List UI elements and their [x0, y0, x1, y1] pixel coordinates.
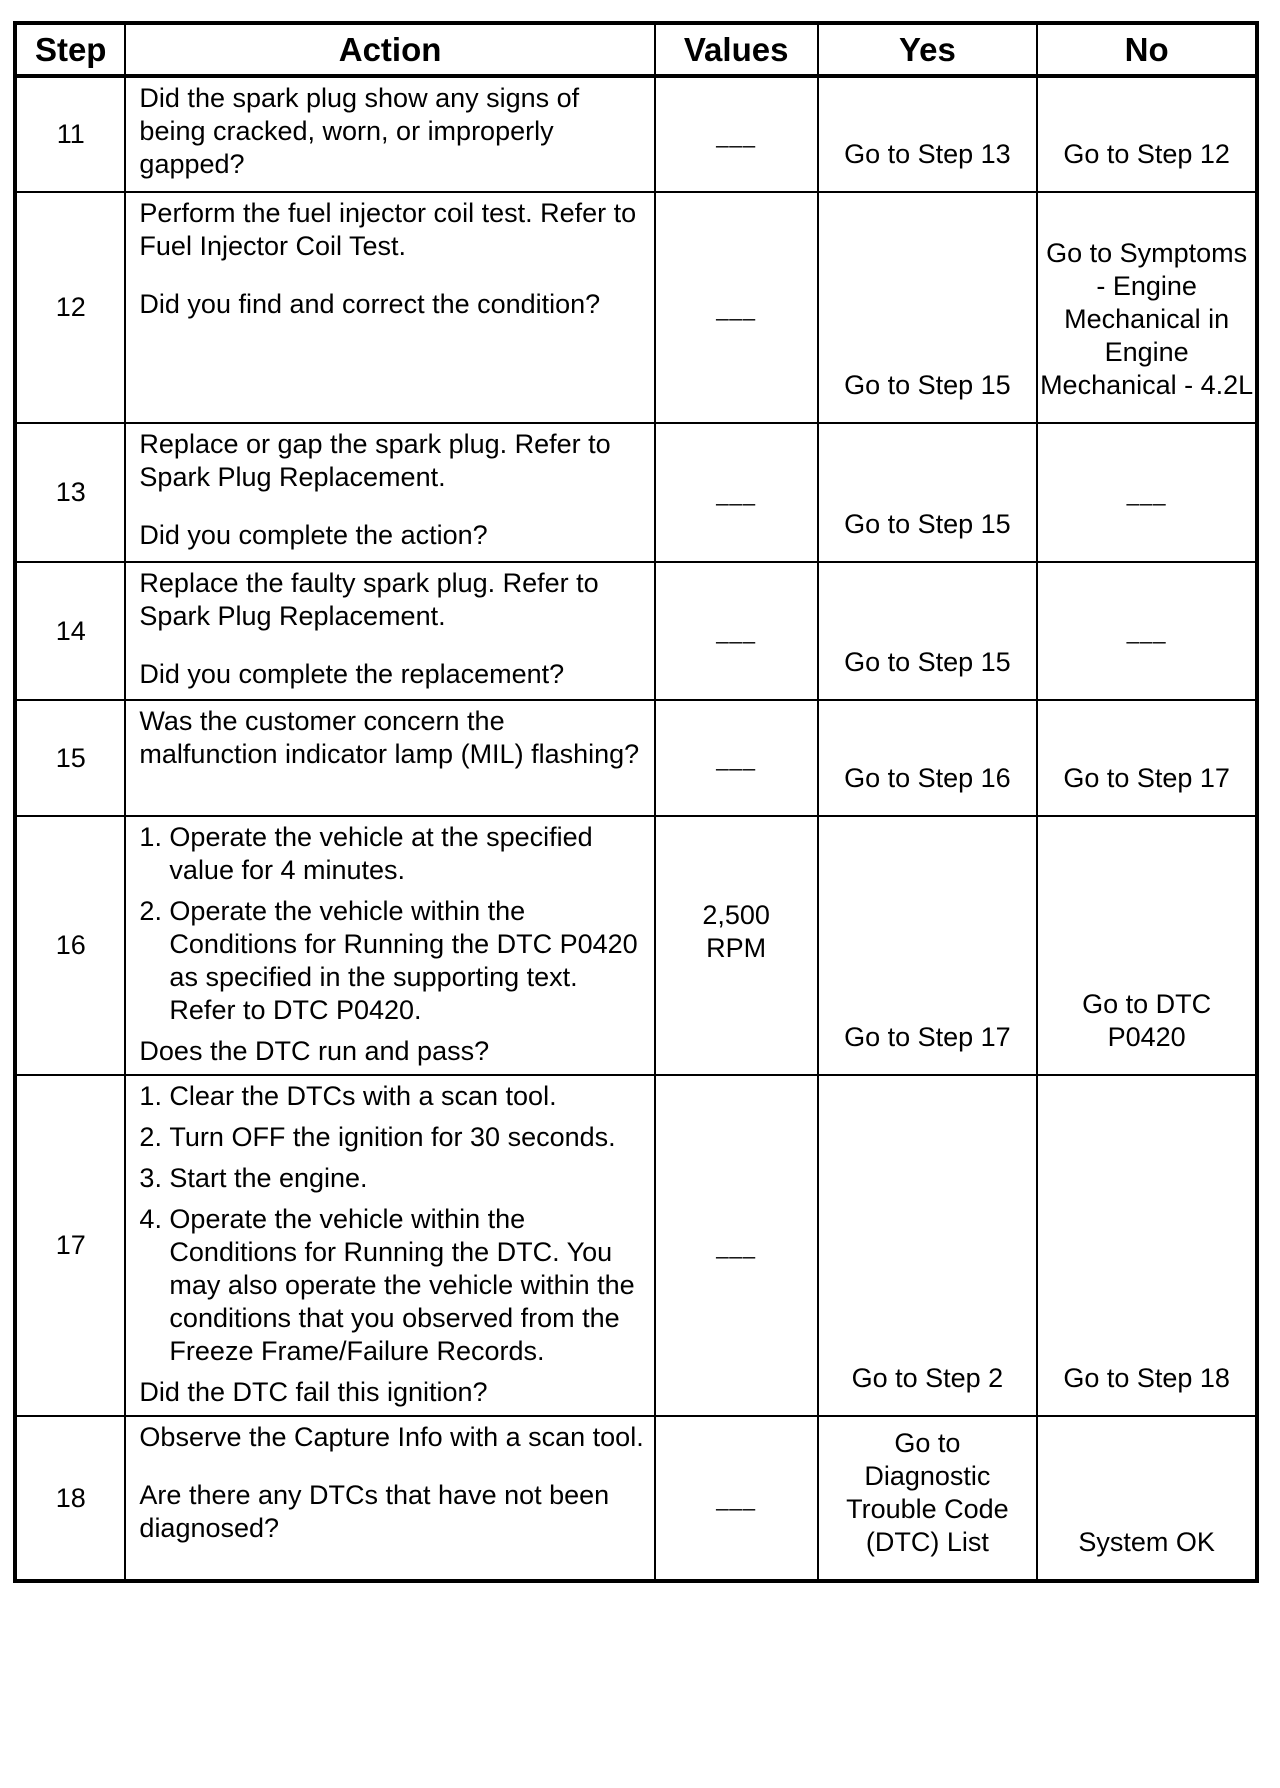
yes-cell: Go to Step 16	[818, 700, 1038, 816]
action-cell	[125, 1075, 654, 1416]
table-row	[15, 1416, 1257, 1581]
action-cell	[125, 700, 654, 816]
table-row	[15, 423, 1257, 562]
yes-cell: Go to Step 15	[818, 423, 1038, 562]
no-cell	[1037, 562, 1257, 700]
value-cell	[655, 76, 818, 192]
step-number: 18	[15, 1416, 125, 1581]
value-text: 2,500 RPM	[702, 900, 770, 963]
diagnostic-table	[13, 21, 1259, 1583]
value-cell	[655, 1416, 818, 1581]
list-item: 3. Start the engine.	[139, 1163, 368, 1193]
table-row	[15, 816, 1257, 1075]
step-number: 16	[15, 816, 125, 1075]
step-number: 13	[15, 423, 125, 562]
action-text: Replace or gap the spark plug. Refer to Spark Plug Replacement.	[139, 429, 611, 492]
no-cell: Go to DTC P0420	[1037, 816, 1257, 1075]
list-item: 1. Operate the vehicle at the specified value for 4 minutes.	[139, 822, 593, 885]
action-question: Did you complete the action?	[139, 520, 488, 550]
step-number: 11	[15, 76, 125, 192]
value-text: ___	[716, 746, 757, 771]
value-cell	[655, 816, 818, 1075]
action-question: Are there any DTCs that have not been diagnosed?	[139, 1480, 610, 1543]
action-text: Was the customer concern the malfunction indicator lamp (MIL) flashing?	[139, 706, 640, 769]
action-list	[139, 1080, 647, 1368]
no-cell: System OK	[1037, 1416, 1257, 1581]
header-step: Step	[15, 23, 125, 76]
yes-cell: Go to Step 15	[818, 562, 1038, 700]
step-number: 17	[15, 1075, 125, 1416]
action-cell	[125, 76, 654, 192]
value-cell	[655, 700, 818, 816]
action-question: Does the DTC run and pass?	[139, 1036, 490, 1066]
no-text: ___	[1126, 619, 1167, 644]
table-row	[15, 562, 1257, 700]
value-text: ___	[716, 1233, 757, 1259]
step-number: 12	[15, 192, 125, 423]
no-cell: Go to Step 18	[1037, 1075, 1257, 1416]
action-cell	[125, 562, 654, 700]
no-text: ___	[1126, 480, 1167, 506]
value-cell	[655, 1075, 818, 1416]
value-text: ___	[716, 122, 757, 148]
list-item: 1. Clear the DTCs with a scan tool.	[139, 1081, 557, 1111]
action-question: Did you find and correct the condition?	[139, 289, 601, 319]
action-text: Replace the faulty spark plug. Refer to Spark Plug Replacement.	[139, 568, 599, 631]
yes-cell: Go to Diagnostic Trouble Code (DTC) List	[818, 1416, 1038, 1581]
no-cell: Go to Step 17	[1037, 700, 1257, 816]
table-row	[15, 76, 1257, 192]
action-question: Did the DTC fail this ignition?	[139, 1377, 488, 1407]
yes-cell: Go to Step 15	[818, 192, 1038, 423]
value-text: ___	[716, 295, 757, 321]
action-cell	[125, 816, 654, 1075]
action-text: Observe the Capture Info with a scan tool.	[139, 1422, 644, 1452]
list-item: 2. Operate the vehicle within the Conditions for Running the DTC P0420 as specified in the supporting text. Refer to DTC P0420.	[139, 896, 638, 1025]
value-cell	[655, 192, 818, 423]
action-cell	[125, 423, 654, 562]
table-row	[15, 192, 1257, 423]
header-values: Values	[655, 23, 818, 76]
value-text: ___	[716, 1486, 757, 1511]
action-text: Did the spark plug show any signs of being cracked, worn, or improperly gapped?	[139, 83, 580, 179]
header-action: Action	[125, 23, 654, 76]
step-number: 15	[15, 700, 125, 816]
no-cell	[1037, 423, 1257, 562]
action-cell	[125, 1416, 654, 1581]
list-item: 2. Turn OFF the ignition for 30 seconds.	[139, 1122, 616, 1152]
value-text: ___	[716, 619, 757, 644]
value-cell	[655, 423, 818, 562]
yes-cell: Go to Step 13	[818, 76, 1038, 192]
table-row	[15, 1075, 1257, 1416]
action-text: Perform the fuel injector coil test. Refer to Fuel Injector Coil Test.	[139, 198, 637, 261]
table-row	[15, 700, 1257, 816]
header-yes: Yes	[818, 23, 1038, 76]
no-cell: Go to Symptoms - Engine Mechanical in Engine Mechanical - 4.2L	[1037, 192, 1257, 423]
action-cell	[125, 192, 654, 423]
action-question: Did you complete the replacement?	[139, 659, 565, 689]
yes-cell: Go to Step 17	[818, 816, 1038, 1075]
action-list	[139, 821, 647, 1027]
value-cell	[655, 562, 818, 700]
value-text: ___	[716, 480, 757, 506]
list-item: 4. Operate the vehicle within the Conditions for Running the DTC. You may also operate the vehicle within the conditions that you observed from the Freeze Frame/Failure Records.	[139, 1204, 635, 1366]
yes-cell: Go to Step 2	[818, 1075, 1038, 1416]
header-row	[15, 23, 1257, 76]
no-cell: Go to Step 12	[1037, 76, 1257, 192]
header-no: No	[1037, 23, 1257, 76]
step-number: 14	[15, 562, 125, 700]
